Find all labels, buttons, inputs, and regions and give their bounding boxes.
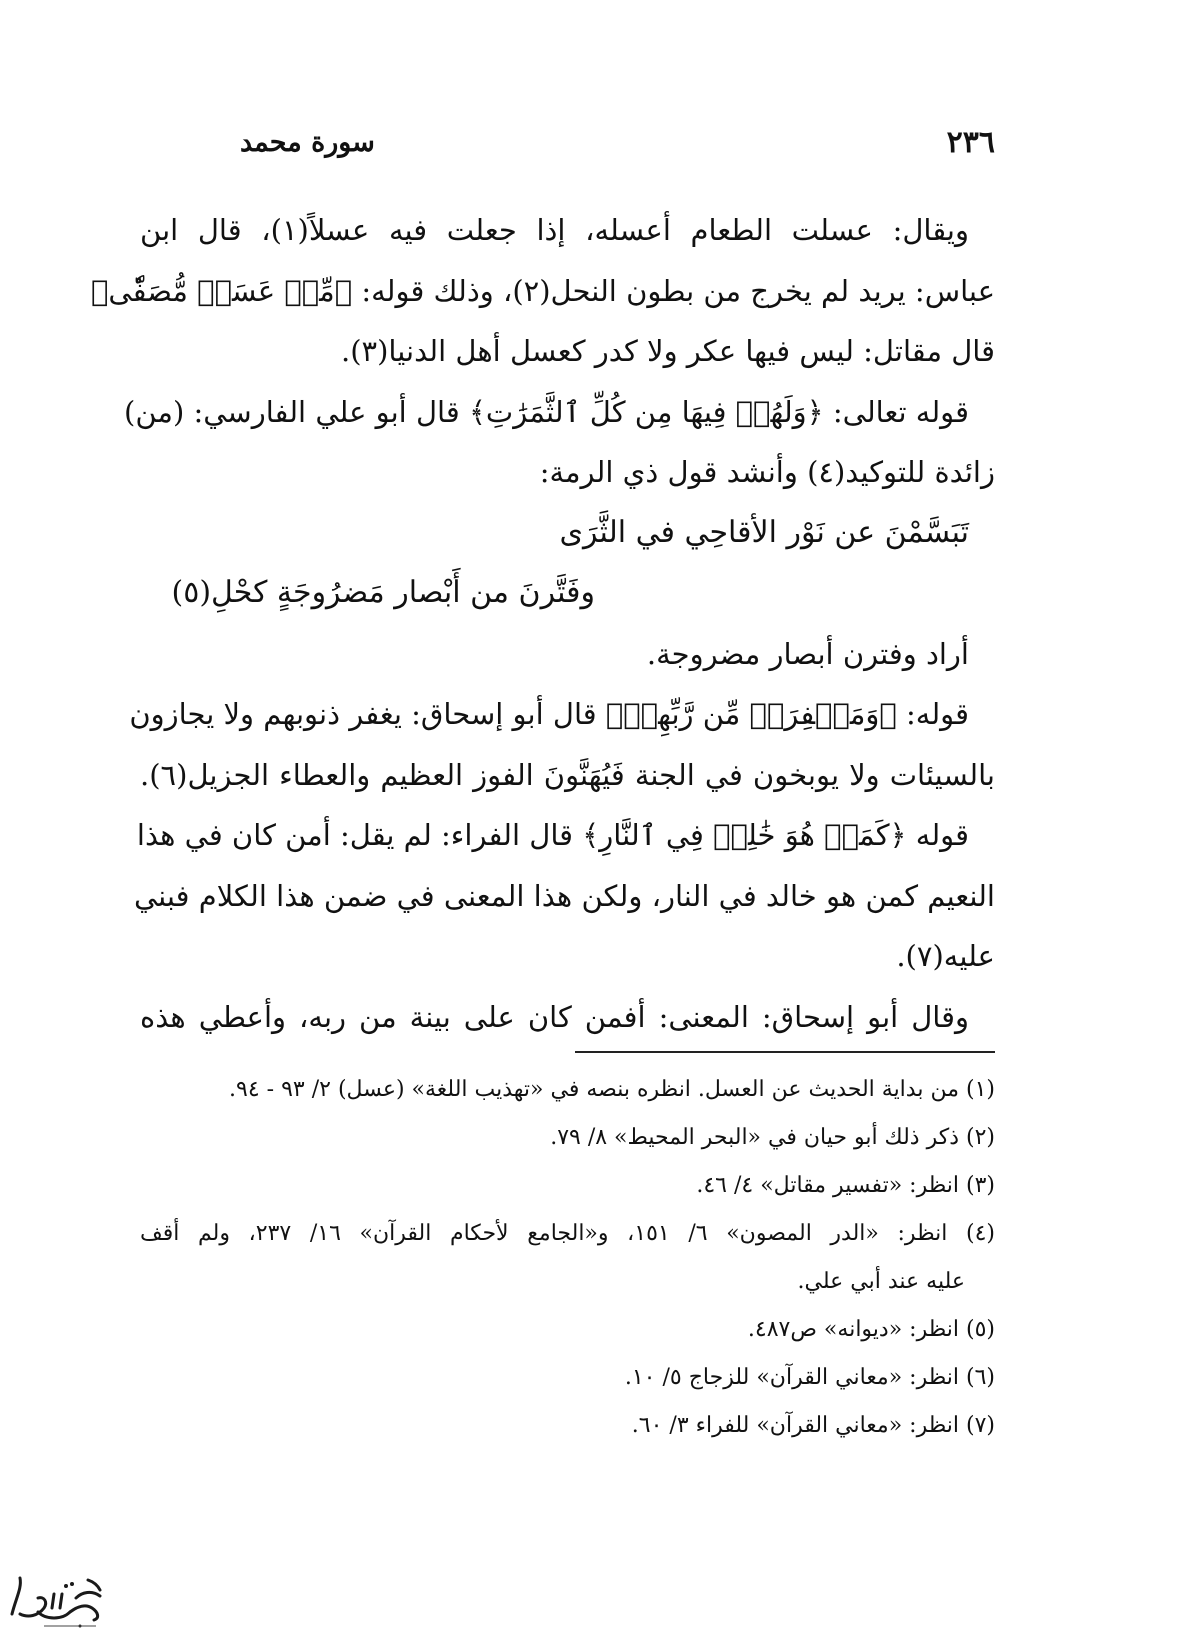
text-line: قوله ﴿كَمَنۡ هُوَ خَٰلِدٞ فِي ٱلنَّارِ﴾ قال الفراء: لم يقل: أمن كان في هذا <box>136 818 969 852</box>
text-line: عباس: يريد لم يخرج من بطون النحل(٢)، وذلك قوله: ﴿مِّنۡ عَسَلٖ مُّصَفّٗى﴾ <box>91 273 995 308</box>
text-line: قوله تعالى: ﴿وَلَهُمۡ فِيهَا مِن كُلِّ ٱلثَّمَرَٰتِ﴾ قال أبو علي الفارسي: (من) <box>124 394 969 429</box>
footnotes <box>140 1066 995 1450</box>
page-number: ٢٣٦ <box>946 125 995 160</box>
main-text <box>91 200 995 1047</box>
text-line: النعيم كمن هو خالد في النار، ولكن هذا المعنى في ضمن هذا الكلام فبني <box>134 878 995 913</box>
footnote-4: (٤) انظر: «الدر المصون» ٦/ ١٥١، و«الجامع لأحكام القرآن» ١٦/ ٢٣٧، ولم أقف <box>140 1221 995 1246</box>
footnote-2: (٢) ذكر ذلك أبو حيان في «البحر المحيط» ٨/ ٧٩. <box>550 1125 995 1150</box>
text-line: زائدة للتوكيد(٤) وأنشد قول ذي الرمة: <box>539 455 995 489</box>
text-line: وقال أبو إسحاق: المعنى: أفمن كان على بينة من ربه، وأعطي هذه <box>140 999 969 1034</box>
footnote-6: (٦) انظر: «معاني القرآن» للزجاج ٥/ ١٠. <box>624 1365 995 1390</box>
poem-verse-second-hemistich: وفَتَّرنَ من أَبْصار مَضرُوجَةٍ كحْلِ(٥) <box>171 575 595 610</box>
footnote-7: (٧) انظر: «معاني القرآن» للفراء ٣/ ٦٠. <box>631 1413 995 1438</box>
surah-title: سورة محمد <box>240 127 375 158</box>
footnote-3: (٣) انظر: «تفسير مقاتل» ٤/ ٤٦. <box>696 1173 995 1198</box>
footnote-1: (١) من بداية الحديث عن العسل. انظره بنصه في «تهذيب اللغة» (عسل) ٢/ ٩٣ - ٩٤. <box>229 1077 995 1102</box>
text-line: قوله: ﴿وَمَغۡفِرَةٞ مِّن رَّبِّهِمۡ﴾ قال أبو إسحاق: يغفر ذنوبهم ولا يجازون <box>129 697 969 731</box>
text-line: قال مقاتل: ليس فيها عكر ولا كدر كعسل أهل الدنيا(٣). <box>340 334 995 368</box>
text-line: بالسيئات ولا يوبخون في الجنة فَيُهَنَّونَ الفوز العظيم والعطاء الجزيل(٦). <box>140 757 995 792</box>
poem-verse-first-hemistich: تَبَسَّمْنَ عن نَوْر الأقاحِي في الثَّرَى <box>559 514 969 550</box>
running-head <box>240 125 995 165</box>
text-line: ويقال: عسلت الطعام أعسله، إذا جعلت فيه عسلاً(١)، قال ابن <box>140 213 969 247</box>
text-line: عليه(٧). <box>896 939 995 973</box>
footnote-5: (٥) انظر: «ديوانه» ص٤٨٧. <box>747 1317 995 1342</box>
text-line: أراد وفترن أبصار مضروجة. <box>646 636 969 671</box>
calligraphy-logo <box>4 1568 114 1632</box>
footnote-4-continuation: عليه عند أبي علي. <box>797 1269 965 1294</box>
footnote-divider <box>575 1051 995 1053</box>
